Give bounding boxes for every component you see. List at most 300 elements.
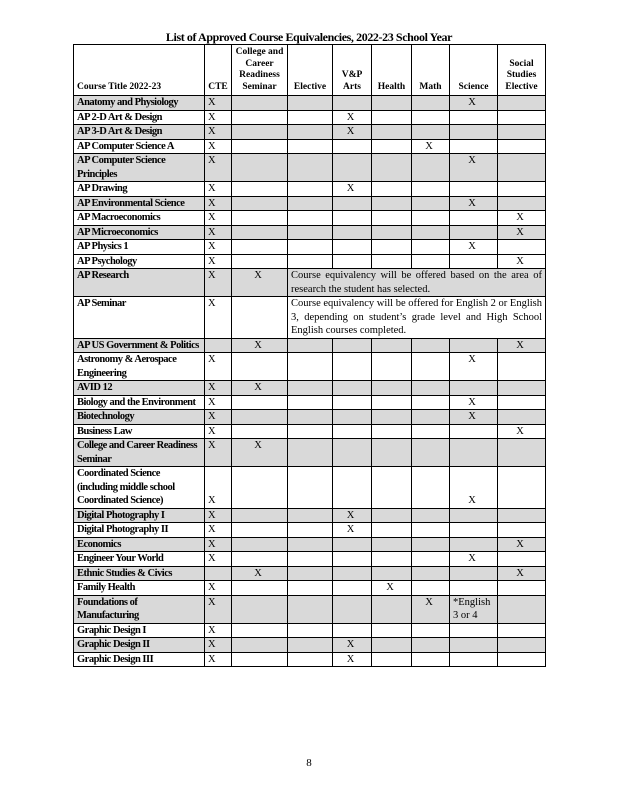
equivalency-cell: X <box>232 338 288 353</box>
equivalency-cell <box>412 196 450 211</box>
course-title: AP Environmental Science <box>74 196 205 211</box>
table-row <box>74 508 546 523</box>
equivalency-cell <box>412 552 450 567</box>
equivalency-cell <box>372 595 412 623</box>
equivalency-cell <box>333 537 372 552</box>
table-row <box>74 182 546 197</box>
equivalency-cell <box>412 338 450 353</box>
equivalency-cell <box>372 623 412 638</box>
equivalency-cell <box>450 566 498 581</box>
equivalency-cell <box>372 424 412 439</box>
equivalency-cell <box>450 125 498 140</box>
col-header-cte: CTE <box>205 45 232 96</box>
equivalency-cell <box>333 225 372 240</box>
course-title: AP US Government & Politics <box>74 338 205 353</box>
equivalency-cell <box>372 523 412 538</box>
table-row <box>74 297 546 339</box>
equivalency-cell <box>450 139 498 154</box>
equivalency-cell <box>288 196 333 211</box>
equivalency-cell: X <box>205 381 232 396</box>
equivalency-note: Course equivalency will be offered for English 2 or English 3, depending on student’s grade level and High School English courses completed. <box>288 297 546 339</box>
course-title: AP Research <box>74 269 205 297</box>
equivalency-cell <box>232 523 288 538</box>
equivalency-cell <box>412 125 450 140</box>
equivalency-cell <box>412 110 450 125</box>
equivalency-cell: X <box>205 297 232 339</box>
course-title: AP Seminar <box>74 297 205 339</box>
equivalency-cell <box>333 154 372 182</box>
col-header-social-studies: Social Studies Elective <box>498 45 546 96</box>
equivalency-cell <box>372 467 412 509</box>
equivalency-cell <box>288 110 333 125</box>
equivalency-cell <box>333 467 372 509</box>
equivalency-cell <box>232 467 288 509</box>
equivalency-cell <box>412 225 450 240</box>
equivalency-cell <box>288 395 333 410</box>
equivalency-cell <box>450 508 498 523</box>
equivalency-cell: X <box>205 595 232 623</box>
table-row <box>74 652 546 667</box>
equivalency-cell <box>498 508 546 523</box>
equivalency-cell <box>412 395 450 410</box>
equivalency-cell <box>372 652 412 667</box>
equivalency-cell <box>288 381 333 396</box>
equivalency-cell: X <box>205 552 232 567</box>
equivalency-cell <box>288 638 333 653</box>
equivalency-cell <box>333 566 372 581</box>
table-row <box>74 638 546 653</box>
course-title: AP Drawing <box>74 182 205 197</box>
table-row <box>74 581 546 596</box>
equivalency-cell <box>450 537 498 552</box>
equivalency-cell <box>232 182 288 197</box>
course-equivalency-table <box>73 44 546 667</box>
course-title: Graphic Design III <box>74 652 205 667</box>
equivalency-cell <box>288 439 333 467</box>
table-row <box>74 439 546 467</box>
equivalency-cell <box>412 566 450 581</box>
equivalency-cell: X <box>205 154 232 182</box>
equivalency-cell <box>450 581 498 596</box>
equivalency-cell <box>232 652 288 667</box>
equivalency-cell <box>498 652 546 667</box>
equivalency-cell <box>333 552 372 567</box>
table-row <box>74 196 546 211</box>
equivalency-cell <box>372 552 412 567</box>
equivalency-cell <box>412 581 450 596</box>
equivalency-cell <box>498 139 546 154</box>
equivalency-cell <box>412 467 450 509</box>
table-row <box>74 110 546 125</box>
equivalency-cell <box>333 595 372 623</box>
equivalency-cell <box>372 139 412 154</box>
equivalency-cell <box>372 338 412 353</box>
course-title: Anatomy and Physiology <box>74 96 205 111</box>
equivalency-cell: X <box>205 410 232 425</box>
equivalency-cell <box>333 424 372 439</box>
equivalency-cell <box>450 638 498 653</box>
equivalency-cell <box>450 254 498 269</box>
equivalency-cell <box>232 154 288 182</box>
table-row <box>74 225 546 240</box>
equivalency-cell: X <box>205 638 232 653</box>
equivalency-cell <box>450 182 498 197</box>
table-row <box>74 154 546 182</box>
equivalency-cell <box>498 110 546 125</box>
course-title: AP Physics 1 <box>74 240 205 255</box>
equivalency-cell <box>498 154 546 182</box>
equivalency-cell: X <box>205 353 232 381</box>
course-title: AP 2-D Art & Design <box>74 110 205 125</box>
equivalency-cell <box>333 581 372 596</box>
equivalency-cell <box>450 623 498 638</box>
equivalency-cell <box>412 154 450 182</box>
equivalency-cell <box>333 196 372 211</box>
equivalency-cell <box>232 125 288 140</box>
equivalency-cell <box>288 182 333 197</box>
equivalency-cell <box>498 595 546 623</box>
equivalency-cell <box>232 595 288 623</box>
table-row <box>74 240 546 255</box>
course-title: Graphic Design I <box>74 623 205 638</box>
equivalency-cell <box>498 353 546 381</box>
table-row <box>74 523 546 538</box>
equivalency-cell <box>372 508 412 523</box>
equivalency-cell: X <box>333 523 372 538</box>
equivalency-cell <box>333 381 372 396</box>
equivalency-cell: X <box>412 595 450 623</box>
equivalency-cell <box>372 110 412 125</box>
table-row <box>74 96 546 111</box>
equivalency-cell: X <box>205 96 232 111</box>
equivalency-cell <box>232 424 288 439</box>
equivalency-cell <box>412 537 450 552</box>
equivalency-cell <box>288 154 333 182</box>
course-title: AP Psychology <box>74 254 205 269</box>
equivalency-cell <box>412 508 450 523</box>
equivalency-note: Course equivalency will be offered based on the area of research the student has selected. <box>288 269 546 297</box>
equivalency-cell <box>372 196 412 211</box>
course-title: Astronomy & Aerospace Engineering <box>74 353 205 381</box>
col-header-course-title: Course Title 2022-23 <box>74 45 205 96</box>
equivalency-cell: X <box>205 424 232 439</box>
equivalency-cell <box>372 566 412 581</box>
equivalency-cell <box>232 638 288 653</box>
equivalency-cell: X <box>498 225 546 240</box>
equivalency-cell <box>288 139 333 154</box>
equivalency-cell <box>288 410 333 425</box>
equivalency-cell <box>498 196 546 211</box>
equivalency-cell <box>412 410 450 425</box>
equivalency-cell: X <box>372 581 412 596</box>
equivalency-cell <box>333 254 372 269</box>
equivalency-cell: X <box>333 110 372 125</box>
equivalency-cell <box>372 381 412 396</box>
equivalency-cell <box>232 395 288 410</box>
equivalency-cell: X <box>498 424 546 439</box>
equivalency-cell: X <box>205 652 232 667</box>
equivalency-cell <box>372 537 412 552</box>
equivalency-cell <box>288 537 333 552</box>
course-title: Coordinated Science (including middle school Coordinated Science) <box>74 467 205 509</box>
table-row <box>74 353 546 381</box>
page-title: List of Approved Course Equivalencies, 2022-23 School Year <box>165 30 453 44</box>
table-row <box>74 537 546 552</box>
equivalency-cell <box>498 467 546 509</box>
equivalency-cell: X <box>333 652 372 667</box>
equivalency-cell <box>288 467 333 509</box>
page-number: 8 <box>306 757 312 769</box>
equivalency-cell <box>498 552 546 567</box>
table-row <box>74 410 546 425</box>
equivalency-cell: X <box>205 467 232 509</box>
table-row <box>74 254 546 269</box>
equivalency-cell: X <box>205 139 232 154</box>
equivalency-cell <box>498 439 546 467</box>
equivalency-cell: X <box>232 439 288 467</box>
equivalency-cell: X <box>333 125 372 140</box>
course-title: Business Law <box>74 424 205 439</box>
equivalency-cell <box>498 410 546 425</box>
equivalency-cell <box>232 537 288 552</box>
equivalency-cell <box>333 439 372 467</box>
equivalency-cell <box>232 508 288 523</box>
equivalency-cell: X <box>205 110 232 125</box>
equivalency-cell <box>498 240 546 255</box>
equivalency-cell <box>372 439 412 467</box>
equivalency-cell: X <box>205 537 232 552</box>
equivalency-cell <box>288 353 333 381</box>
col-header-math: Math <box>412 45 450 96</box>
equivalency-cell <box>498 381 546 396</box>
equivalency-cell <box>498 96 546 111</box>
equivalency-cell: X <box>498 254 546 269</box>
equivalency-cell <box>498 395 546 410</box>
equivalency-cell <box>412 638 450 653</box>
equivalency-cell: X <box>450 196 498 211</box>
equivalency-cell <box>372 240 412 255</box>
equivalency-cell: X <box>205 581 232 596</box>
equivalency-cell <box>288 523 333 538</box>
equivalency-cell <box>232 139 288 154</box>
equivalency-cell <box>372 638 412 653</box>
equivalency-cell: X <box>450 353 498 381</box>
col-header-elective: Elective <box>288 45 333 96</box>
equivalency-cell <box>232 254 288 269</box>
equivalency-cell <box>288 424 333 439</box>
equivalency-cell <box>288 652 333 667</box>
equivalency-cell <box>232 410 288 425</box>
equivalency-cell <box>333 96 372 111</box>
equivalency-cell <box>450 211 498 226</box>
equivalency-cell <box>412 523 450 538</box>
equivalency-cell: X <box>498 211 546 226</box>
equivalency-cell: X <box>205 125 232 140</box>
equivalency-cell: X <box>333 182 372 197</box>
equivalency-cell <box>498 581 546 596</box>
equivalency-cell: X <box>450 154 498 182</box>
equivalency-cell: X <box>232 566 288 581</box>
equivalency-cell <box>232 96 288 111</box>
table-row <box>74 381 546 396</box>
course-title: AVID 12 <box>74 381 205 396</box>
equivalency-cell <box>450 225 498 240</box>
equivalency-cell <box>412 182 450 197</box>
equivalency-cell: *English 3 or 4 <box>450 595 498 623</box>
equivalency-cell: X <box>232 269 288 297</box>
equivalency-cell <box>372 254 412 269</box>
equivalency-cell <box>412 439 450 467</box>
equivalency-cell <box>412 353 450 381</box>
equivalency-cell <box>450 110 498 125</box>
equivalency-cell <box>232 196 288 211</box>
equivalency-cell <box>232 297 288 339</box>
table-row <box>74 139 546 154</box>
course-title: Digital Photography I <box>74 508 205 523</box>
equivalency-cell <box>372 225 412 240</box>
equivalency-cell <box>450 652 498 667</box>
course-title: AP Macroeconomics <box>74 211 205 226</box>
table-row <box>74 269 546 297</box>
equivalency-cell <box>412 381 450 396</box>
course-title: AP Computer Science Principles <box>74 154 205 182</box>
equivalency-cell <box>333 139 372 154</box>
equivalency-cell <box>232 240 288 255</box>
table-row <box>74 395 546 410</box>
equivalency-cell: X <box>205 395 232 410</box>
equivalency-cell <box>333 211 372 226</box>
table-row <box>74 552 546 567</box>
course-title: Biology and the Environment <box>74 395 205 410</box>
equivalency-cell: X <box>205 439 232 467</box>
equivalency-cell: X <box>333 508 372 523</box>
equivalency-cell <box>232 353 288 381</box>
course-title: Engineer Your World <box>74 552 205 567</box>
equivalency-cell: X <box>205 225 232 240</box>
course-title: Ethnic Studies & Civics <box>74 566 205 581</box>
equivalency-cell: X <box>205 196 232 211</box>
equivalency-cell <box>288 96 333 111</box>
equivalency-cell <box>288 595 333 623</box>
table-row <box>74 623 546 638</box>
equivalency-cell <box>288 240 333 255</box>
equivalency-cell <box>333 410 372 425</box>
equivalency-cell <box>333 353 372 381</box>
equivalency-cell <box>372 154 412 182</box>
equivalency-cell <box>412 211 450 226</box>
equivalency-cell <box>333 623 372 638</box>
equivalency-cell <box>412 96 450 111</box>
equivalency-cell <box>333 240 372 255</box>
course-title: College and Career Readiness Seminar <box>74 439 205 467</box>
table-row <box>74 125 546 140</box>
course-title: Digital Photography II <box>74 523 205 538</box>
table-row <box>74 467 546 509</box>
col-header-health: Health <box>372 45 412 96</box>
equivalency-cell <box>372 395 412 410</box>
equivalency-cell <box>288 623 333 638</box>
equivalency-cell <box>450 523 498 538</box>
equivalency-cell <box>372 182 412 197</box>
equivalency-cell: X <box>205 182 232 197</box>
course-title: Foundations of Manufacturing <box>74 595 205 623</box>
equivalency-cell <box>288 225 333 240</box>
equivalency-cell: X <box>450 467 498 509</box>
equivalency-cell <box>372 410 412 425</box>
equivalency-cell: X <box>450 410 498 425</box>
equivalency-cell <box>498 638 546 653</box>
equivalency-cell: X <box>205 523 232 538</box>
equivalency-cell: X <box>498 566 546 581</box>
equivalency-cell: X <box>232 381 288 396</box>
equivalency-cell: X <box>205 508 232 523</box>
equivalency-cell: X <box>205 254 232 269</box>
table-row <box>74 211 546 226</box>
course-title: AP Computer Science A <box>74 139 205 154</box>
col-header-science: Science <box>450 45 498 96</box>
course-title: Family Health <box>74 581 205 596</box>
equivalency-cell: X <box>450 552 498 567</box>
equivalency-cell <box>372 125 412 140</box>
course-title: Economics <box>74 537 205 552</box>
equivalency-cell <box>288 338 333 353</box>
equivalency-cell: X <box>205 240 232 255</box>
equivalency-cell: X <box>205 623 232 638</box>
table-row <box>74 424 546 439</box>
equivalency-cell <box>333 395 372 410</box>
equivalency-cell: X <box>498 537 546 552</box>
equivalency-cell <box>450 439 498 467</box>
equivalency-cell <box>232 552 288 567</box>
equivalency-cell: X <box>450 395 498 410</box>
equivalency-cell <box>333 338 372 353</box>
equivalency-cell: X <box>205 211 232 226</box>
equivalency-cell <box>498 523 546 538</box>
equivalency-cell <box>372 211 412 226</box>
equivalency-cell <box>232 581 288 596</box>
table-row <box>74 566 546 581</box>
header-row <box>74 45 546 96</box>
equivalency-cell <box>498 125 546 140</box>
equivalency-cell <box>288 211 333 226</box>
equivalency-cell <box>412 424 450 439</box>
equivalency-cell <box>205 338 232 353</box>
equivalency-cell: X <box>333 638 372 653</box>
course-title: Biotechnology <box>74 410 205 425</box>
course-title: AP Microeconomics <box>74 225 205 240</box>
equivalency-cell <box>498 623 546 638</box>
equivalency-cell <box>232 110 288 125</box>
equivalency-cell <box>288 508 333 523</box>
course-title: Graphic Design II <box>74 638 205 653</box>
equivalency-cell <box>412 652 450 667</box>
equivalency-cell <box>450 424 498 439</box>
equivalency-cell: X <box>498 338 546 353</box>
equivalency-cell <box>450 338 498 353</box>
equivalency-cell: X <box>450 96 498 111</box>
equivalency-cell <box>450 381 498 396</box>
equivalency-cell <box>412 623 450 638</box>
equivalency-cell <box>288 254 333 269</box>
table-row <box>74 338 546 353</box>
equivalency-cell <box>288 125 333 140</box>
table-row <box>74 595 546 623</box>
course-title: AP 3-D Art & Design <box>74 125 205 140</box>
equivalency-cell <box>372 96 412 111</box>
equivalency-cell <box>288 552 333 567</box>
equivalency-cell: X <box>450 240 498 255</box>
equivalency-cell <box>412 240 450 255</box>
